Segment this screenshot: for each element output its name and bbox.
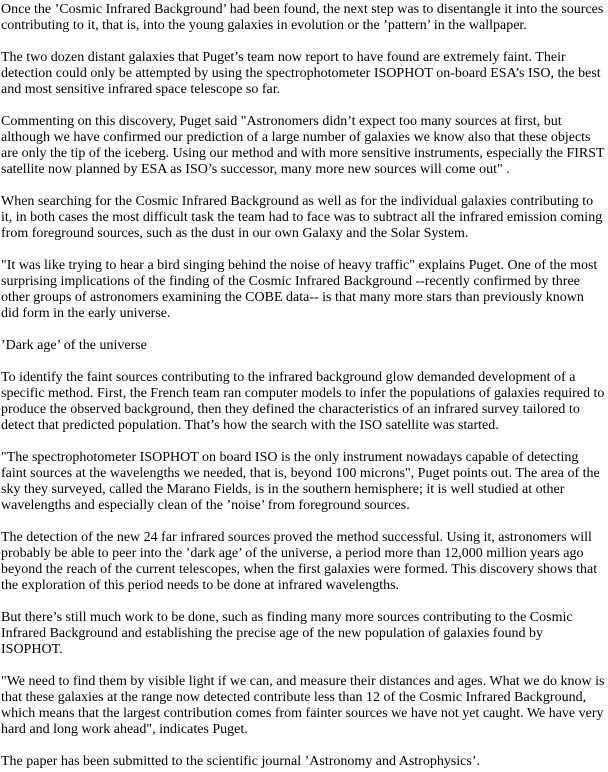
paragraph: Once the ’Cosmic Infrared Background’ had been found, the next step was to disentangle it into the sources contributing to it, that is, into the young galaxies in evolution or the ’pattern’ in the wallpaper. — [1, 2, 604, 33]
paragraph: But there’s still much work to be done, such as finding many more sources contributing to the Cosmic Infrared Background and establishing the precise age of the new population of galaxies found by ISOPHOT. — [1, 610, 573, 657]
paragraph: "It was like trying to hear a bird singing behind the noise of heavy traffic" explains Puget. One of the most surprising implications of the finding of the Cosmic Infrared Background --recently confirmed by three other groups of astronomers examining the COBE data-- is that many more stars than previously known did form in the early universe. — [1, 258, 598, 321]
paragraph: The detection of the new 24 far infrared sources proved the method successful. Using it, astronomers will probably be able to peer into the ’dark age’ of the universe, a period more than 12,000 million years ago beyond the reach of the current telescopes, when the first galaxies were formed. This discovery shows that the exploration of this period needs to be done at infrared wavelengths. — [1, 530, 598, 593]
section-heading: ’Dark age’ of the universe — [1, 338, 147, 353]
paragraph: To identify the faint sources contributing to the infrared background glow demanded development of a specific method. First, the French team ran computer models to infer the populations of galaxies required to produce the observed background, then they defined the characteristics of an infrared survey tailored to detect that predicted population. That’s how the search with the ISO satellite was started. — [1, 370, 605, 433]
paragraph: Commenting on this discovery, Puget said "Astronomers didn’t expect too many sources at first, but although we have confirmed our prediction of a large number of galaxies we know also that these objects are only the tip of the iceberg. Using our method and with more sensitive instruments, especially the FIRST satellite now planned by ESA as ISO’s successor, many more new sources will come out" . — [1, 114, 605, 177]
paragraph: When searching for the Cosmic Infrared Background as well as for the individual galaxies contributing to it, in both cases the most difficult task the team had to face was to subtract all the infrared emission coming from foreground sources, such as the dust in our own Galaxy and the Solar System. — [1, 194, 603, 241]
paragraph: The paper has been submitted to the scientific journal ’Astronomy and Astrophysics’. — [1, 754, 481, 769]
paragraph: The two dozen distant galaxies that Puget’s team now report to have found are extremely faint. Their detection could only be attempted by using the spectrophotometer ISOPHOT on-board ESA’s ISO, the best and most sensitive infrared space telescope so far. — [1, 50, 601, 97]
paragraph: "We need to find them by visible light if we can, and measure their distances and ages. What we do know is that these galaxies at the range now detected contribute less than 12 of the Cosmic Infrared Background, which means that the largest contribution comes from fainter sources we have not yet caught. We have very hard and long work ahead", indicates Puget. — [1, 674, 605, 737]
paragraph: "The spectrophotometer ISOPHOT on board ISO is the only instrument nowadays capable of detecting faint sources at the wavelengths we needed, that is, beyond 100 microns", Puget points out. The area of the sky they surveyed, called the Marano Fields, is in the southern hemisphere; it is well studied at other wavelengths and especially clean of the ’noise’ from foreground sources. — [1, 450, 600, 513]
